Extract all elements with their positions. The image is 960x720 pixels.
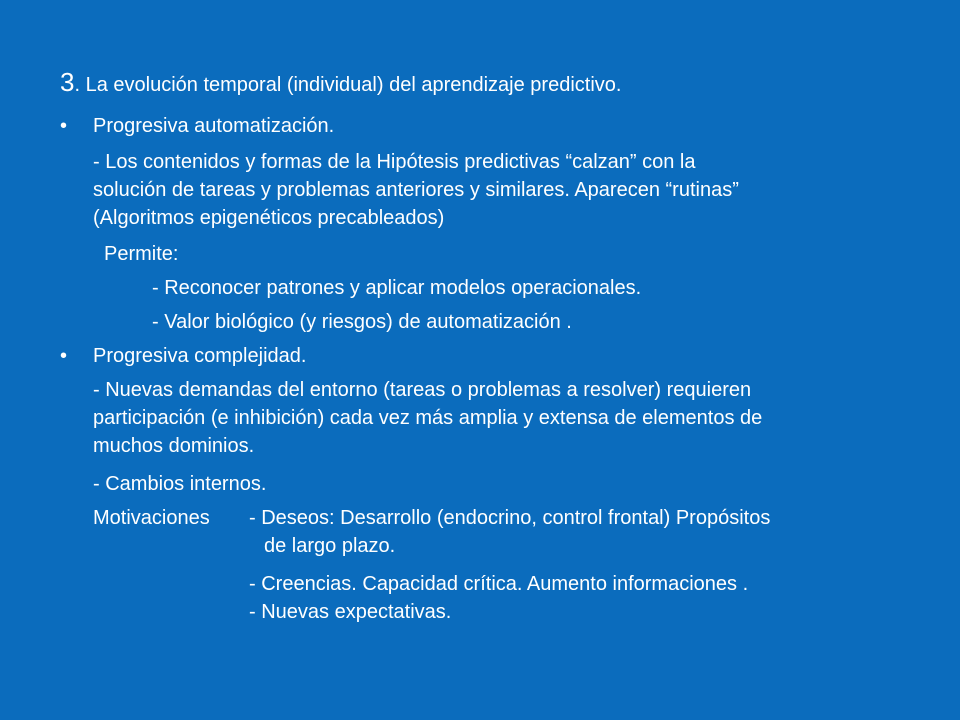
paragraph-line: (Algoritmos epigenéticos precableados) bbox=[93, 207, 445, 229]
motivaciones-label: Motivaciones bbox=[93, 507, 210, 529]
bullet-progresiva-complejidad: Progresiva complejidad. bbox=[93, 345, 307, 367]
slide-title bbox=[60, 68, 621, 99]
permite-label: Permite: bbox=[104, 243, 179, 265]
paragraph-line: - Nuevas demandas del entorno (tareas o problemas a resolver) requieren bbox=[93, 379, 752, 401]
paragraph-line: muchos dominios. bbox=[93, 435, 255, 457]
title-number: 3 bbox=[60, 67, 75, 97]
bullet-glyph: • bbox=[60, 115, 68, 137]
paragraph-line: - Cambios internos. bbox=[93, 473, 267, 495]
title-text: . La evolución temporal (individual) del aprendizaje predictivo. bbox=[74, 74, 622, 96]
paragraph-line: - Los contenidos y formas de la Hipótesis predictivas “calzan” con la bbox=[93, 151, 696, 173]
motivation-item: - Deseos: Desarrollo (endocrino, control frontal) Propósitos bbox=[249, 507, 771, 529]
sub-item: - Reconocer patrones y aplicar modelos operacionales. bbox=[152, 277, 642, 299]
bullet-glyph: • bbox=[60, 345, 68, 367]
motivation-item: - Nuevas expectativas. bbox=[249, 601, 452, 623]
motivation-item: - Creencias. Capacidad crítica. Aumento informaciones . bbox=[249, 573, 749, 595]
motivation-item-cont: de largo plazo. bbox=[264, 535, 396, 557]
bullet-progresiva-automatizacion: Progresiva automatización. bbox=[93, 115, 335, 137]
sub-item: - Valor biológico (y riesgos) de automatización . bbox=[152, 311, 572, 333]
paragraph-line: participación (e inhibición) cada vez más amplia y extensa de elementos de bbox=[93, 407, 763, 429]
paragraph-line: solución de tareas y problemas anteriores y similares. Aparecen “rutinas” bbox=[93, 179, 739, 201]
